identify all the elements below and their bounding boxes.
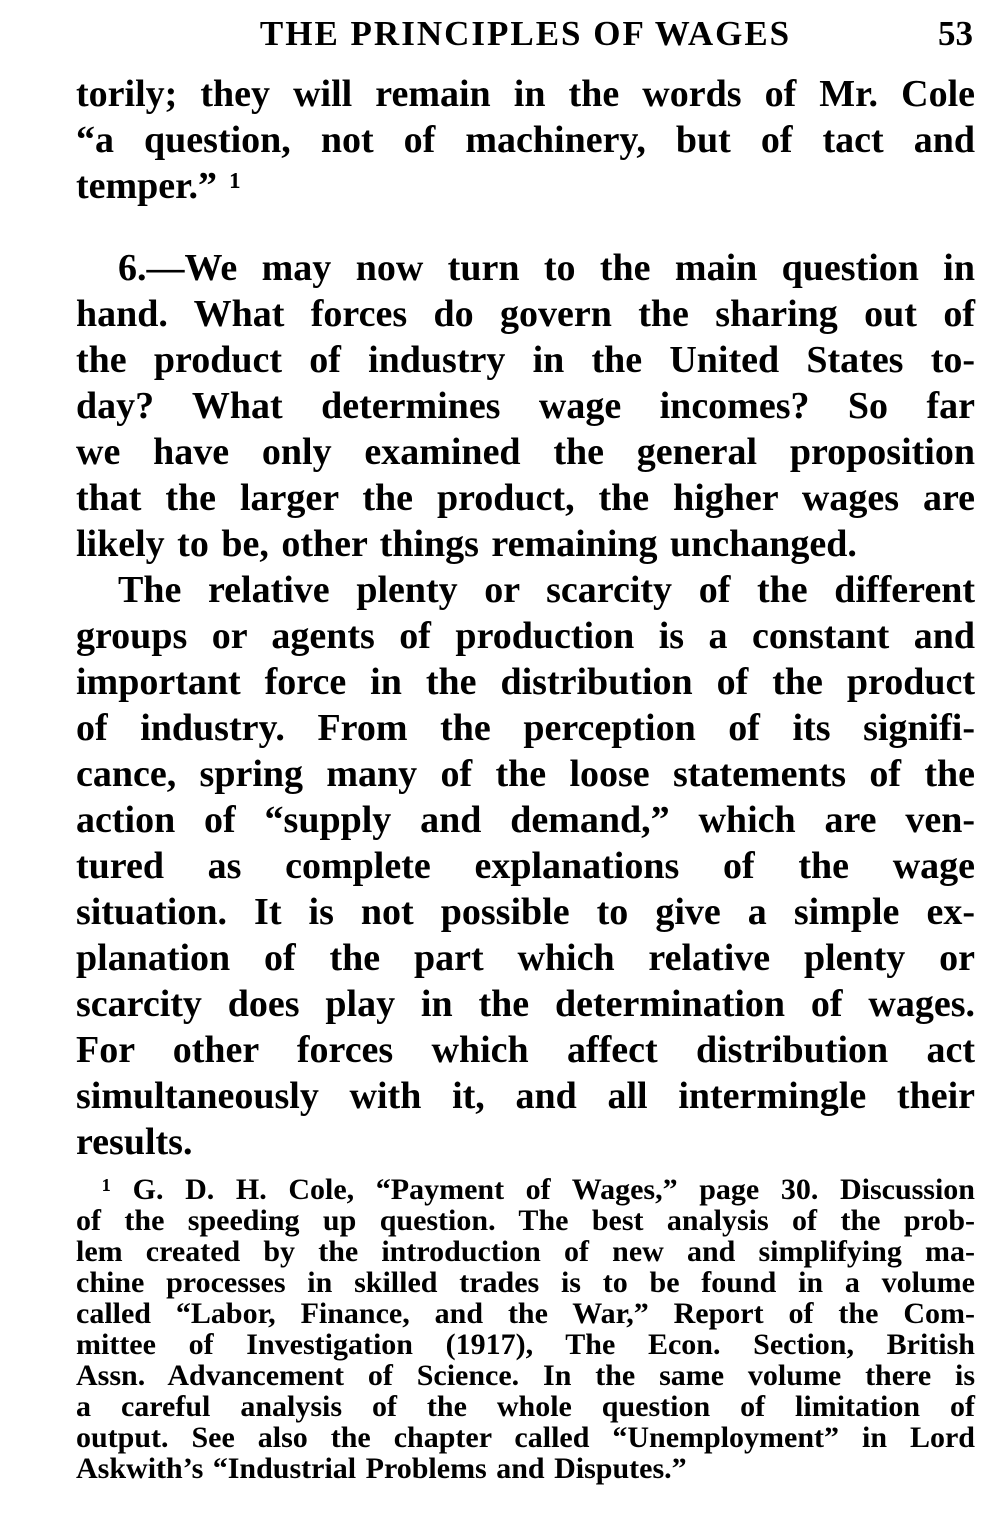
text-line: 6.—We may now turn to the main question in	[118, 247, 975, 289]
text-line: a careful analysis of the whole question of limitation of	[76, 1390, 975, 1423]
text-line: the product of industry in the United States to-	[76, 339, 975, 381]
text-line: day? What determines wage incomes? So far	[76, 385, 975, 427]
text-line: The relative plenty or scarcity of the different	[118, 569, 975, 611]
text-line: lem created by the introduction of new and simplifying ma-	[76, 1235, 975, 1268]
text-line: temper.” ¹	[76, 165, 241, 207]
text-line: ¹ G. D. H. Cole, “Payment of Wages,” page 30. Discussion	[102, 1173, 975, 1206]
text-line: action of “supply and demand,” which are ven-	[76, 799, 975, 841]
text-line: groups or agents of production is a constant and	[76, 615, 975, 657]
text-line: likely to be, other things remaining unchanged.	[76, 523, 857, 565]
page-title: THE PRINCIPLES OF WAGES	[259, 14, 792, 53]
paragraph-section-6	[76, 245, 975, 567]
text-line: results.	[76, 1121, 193, 1163]
text-line: mittee of Investigation (1917), The Econ. Section, British	[76, 1328, 975, 1361]
page-number: 53	[938, 14, 973, 53]
text-line: called “Labor, Finance, and the War,” Report of the Com-	[76, 1297, 975, 1330]
text-line: Assn. Advancement of Science. In the same volume there is	[76, 1359, 975, 1392]
text-line: “a question, not of machinery, but of tact and	[76, 119, 975, 161]
text-line: of industry. From the perception of its signifi-	[76, 707, 975, 749]
paragraph-relative-plenty	[76, 567, 975, 1165]
footnote	[76, 1174, 975, 1484]
paragraph-continued	[76, 71, 975, 209]
text-line: cance, spring many of the loose statements of the	[76, 753, 975, 795]
text-line: hand. What forces do govern the sharing out of	[76, 293, 975, 335]
text-line: tured as complete explanations of the wage	[76, 845, 975, 887]
body-text	[76, 71, 975, 1165]
running-head	[76, 14, 975, 58]
text-line: situation. It is not possible to give a simple ex-	[76, 891, 975, 933]
text-line: of the speeding up question. The best analysis of the prob-	[76, 1204, 975, 1237]
text-line: For other forces which affect distribution act	[76, 1029, 975, 1071]
text-line: output. See also the chapter called “Unemployment” in Lord	[76, 1421, 975, 1454]
text-line: simultaneously with it, and all intermingle their	[76, 1075, 975, 1117]
text-line: chine processes in skilled trades is to be found in a volume	[76, 1266, 975, 1299]
text-line: we have only examined the general proposition	[76, 431, 975, 473]
text-line: that the larger the product, the higher wages are	[76, 477, 975, 519]
text-line: Askwith’s “Industrial Problems and Disputes.”	[76, 1452, 687, 1485]
text-line: planation of the part which relative plenty or	[76, 937, 975, 979]
text-line: torily; they will remain in the words of Mr. Cole	[76, 73, 975, 115]
text-line: scarcity does play in the determination of wages.	[76, 983, 975, 1025]
text-line: important force in the distribution of the product	[76, 661, 975, 703]
